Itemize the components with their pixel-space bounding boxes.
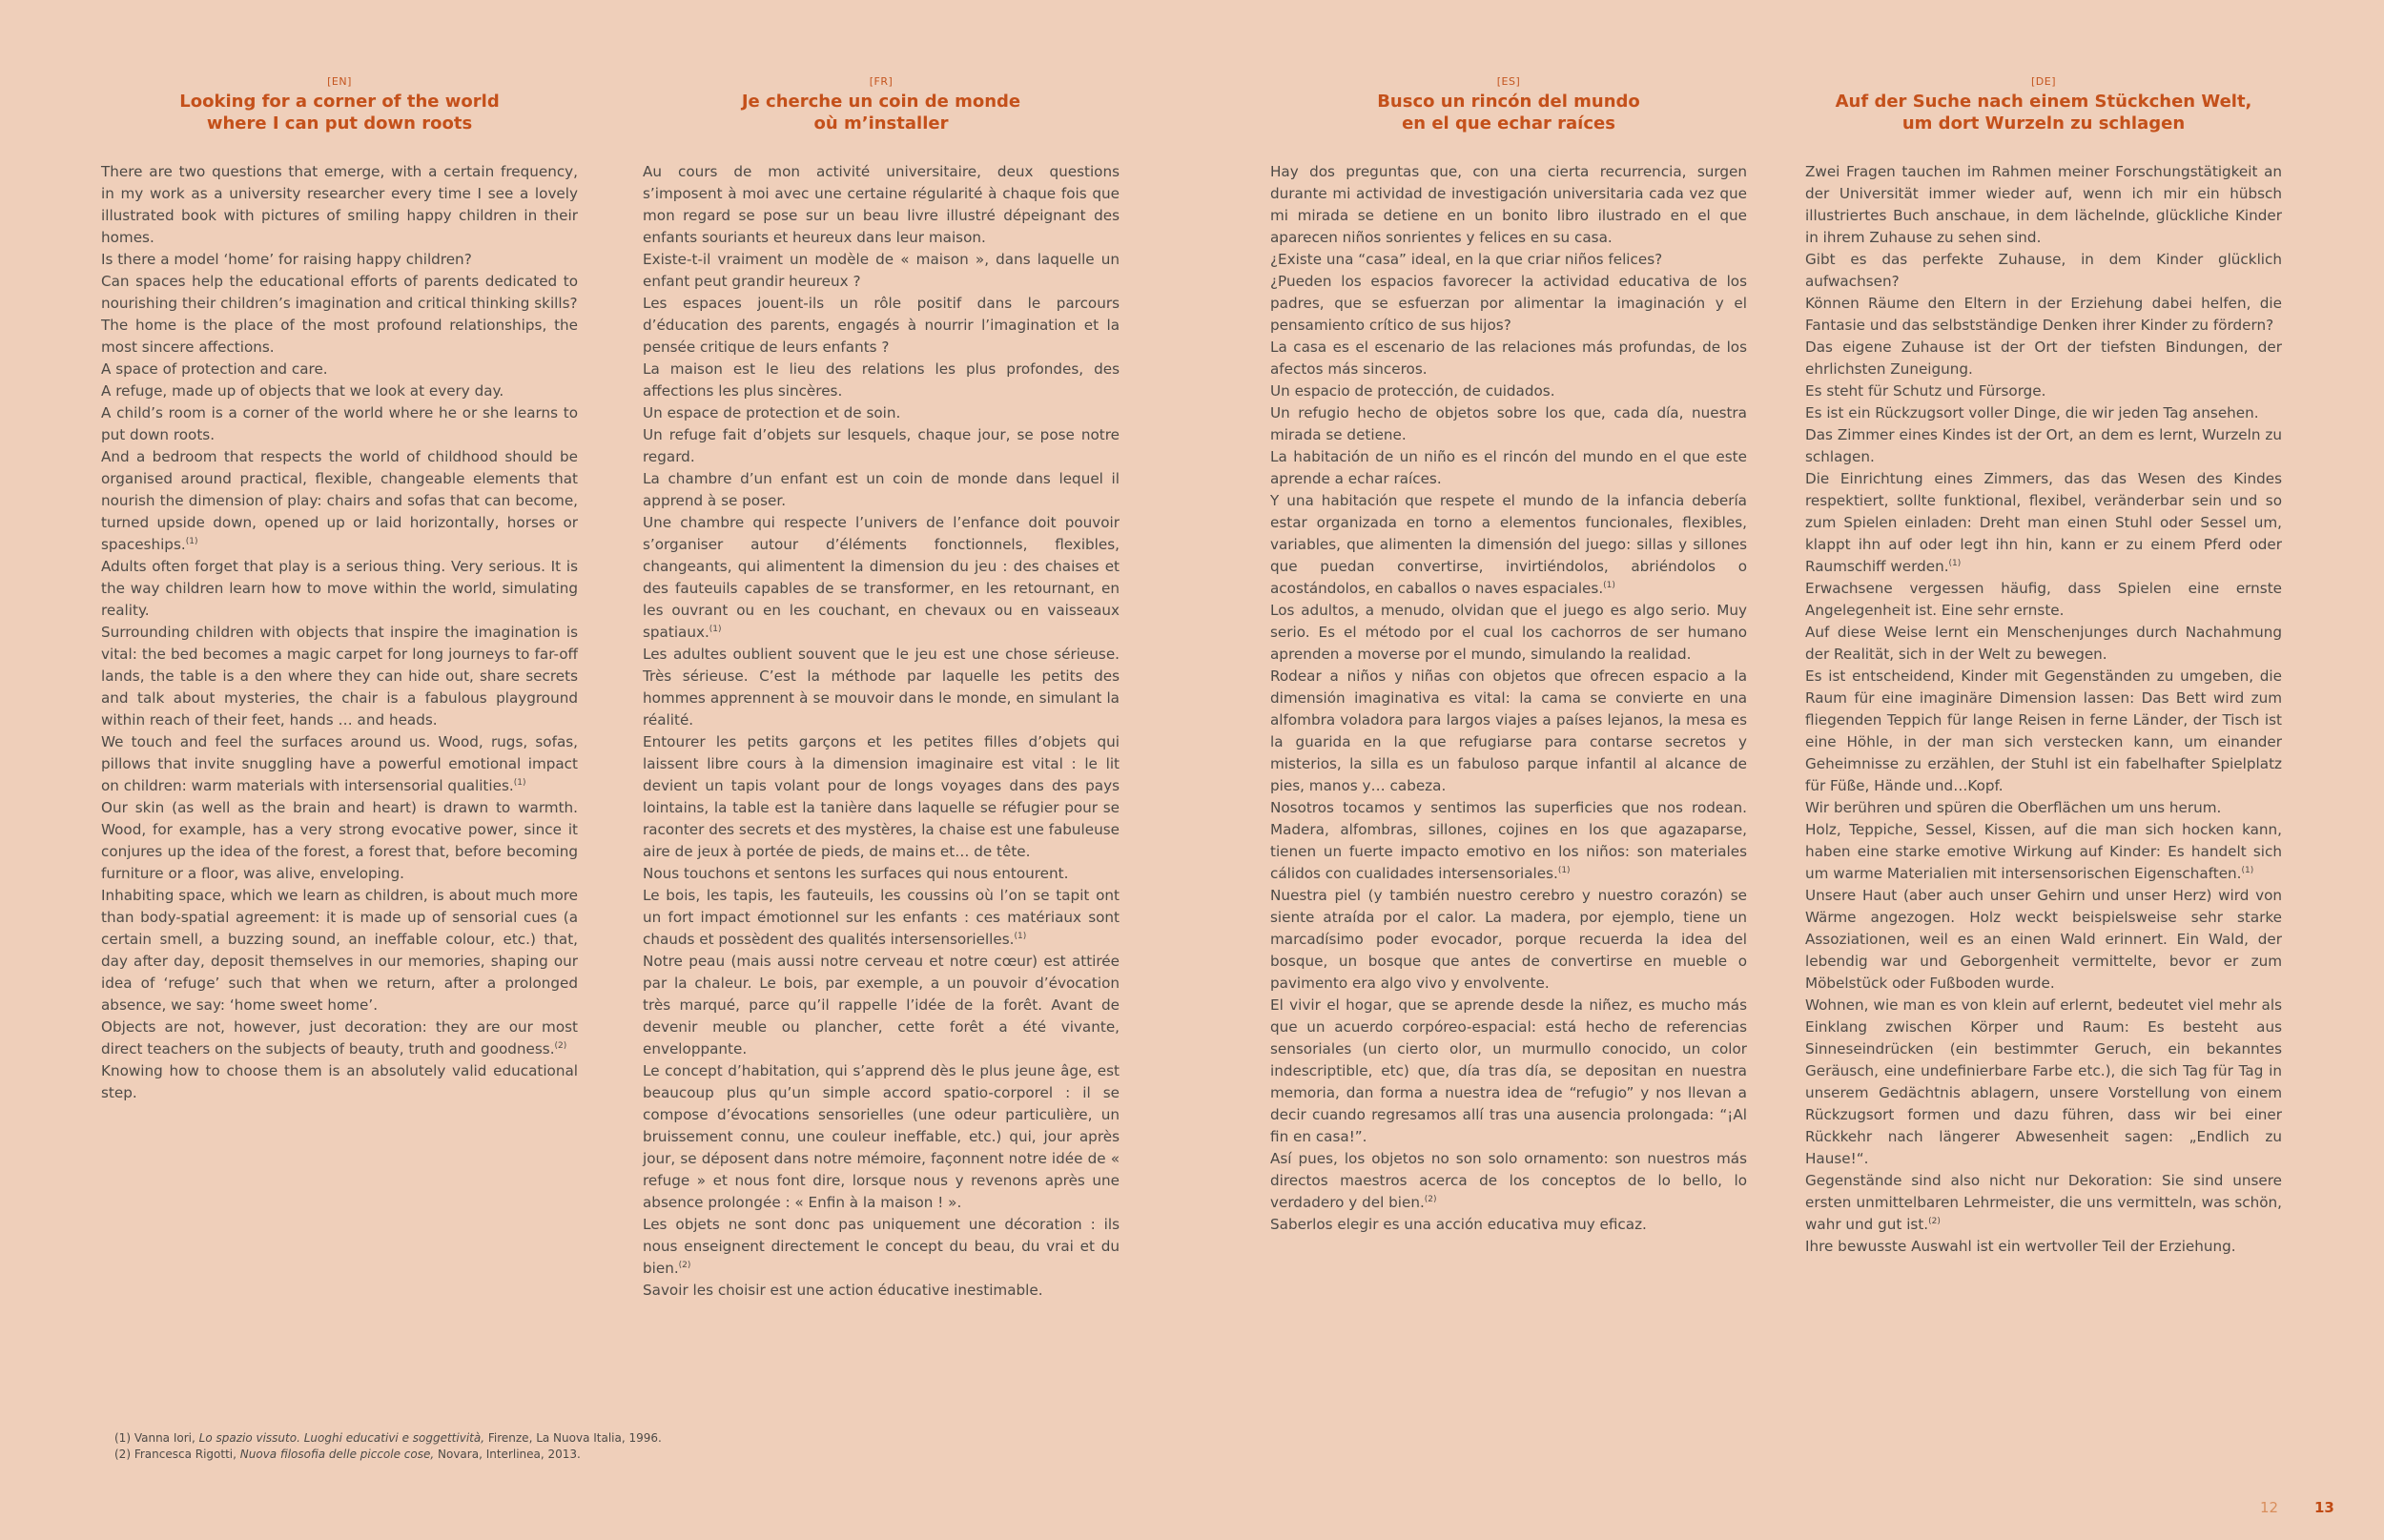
paragraph-text: Wohnen, wie man es von klein auf erlernt, bedeutet viel mehr als Einklang zwischen Körper und Raum: Es besteht aus Sinneseindrücken (ein bestimmter Geruch, ein bekanntes Geräusch, eine undefinierbare Farbe etc.), die sich Tag für Tag in unserem Gedächtnis ablagern, unsere Vorstellung von einem Rückzugsort formen und dazu führen, dass wir bei einer Rückkehr nach längerer Abwesenheit sagen: „Endlich zu Hause!“. bbox=[1805, 996, 2282, 1167]
footnote-ref: (1) bbox=[1603, 580, 1615, 590]
paragraph bbox=[1805, 995, 2282, 1170]
paragraph-text: Rodear a niños y niñas con objetos que ofrecen espacio a la dimensión imaginativa es vital: la cama se convierte en una alfombra voladora para largos viajes a países lejanos, la mesa es la guarida en la que refugiarse para contarse secretos y misterios, la silla es un fabuloso parque infantil al alcance de pies, manos y… cabeza. bbox=[1270, 667, 1747, 794]
paragraph-text: Our skin (as well as the brain and heart) is drawn to warmth. Wood, for example, has a very strong evocative power, since it conjures up the idea of the forest, a forest that, before becoming furniture or a floor, was alive, enveloping. bbox=[101, 799, 578, 882]
paragraph bbox=[1805, 1236, 2282, 1258]
paragraph bbox=[643, 644, 1120, 731]
page-number-left: 12 bbox=[2260, 1499, 2279, 1516]
paragraph-text: Une chambre qui respecte l’univers de l’enfance doit pouvoir s’organiser autour d’éléments fonctionnels, flexibles, changeants, qui alimentent la dimension du jeu : des chaises et des fauteuils capables de se transformer, en les retournant, en les ouvrant ou en les couchant, en chevaux ou en vaisseaux spatiaux. bbox=[643, 514, 1120, 641]
footnote-number: (2) bbox=[114, 1448, 131, 1461]
paragraph-text: ¿Existe una “casa” ideal, en la que criar niños felices? bbox=[1270, 251, 1663, 268]
paragraph-text: Can spaces help the educational efforts of parents dedicated to nourishing their children’s imagination and critical thinking skills? bbox=[101, 273, 578, 312]
paragraph-text: Notre peau (mais aussi notre cerveau et notre cœur) est attirée par la chaleur. Le bois, par exemple, a un pouvoir d’évocation très marqué, parce qu’il rappelle l’idée de la forêt. Avant de devenir meuble ou plancher, cette forêt a été vivante, enveloppante. bbox=[643, 953, 1120, 1057]
title-line: en el que echar raíces bbox=[1402, 113, 1615, 133]
footnote bbox=[114, 1447, 662, 1463]
paragraph bbox=[1805, 622, 2282, 666]
footnote-ref: (2) bbox=[1424, 1194, 1437, 1204]
paragraph-text: Saberlos elegir es una acción educativa muy eficaz. bbox=[1270, 1216, 1647, 1233]
column-body bbox=[101, 161, 578, 1104]
paragraph-text: Ihre bewusste Auswahl ist ein wertvoller Teil der Erziehung. bbox=[1805, 1238, 2236, 1255]
paragraph-text: Surrounding children with objects that inspire the imagination is vital: the bed becomes a magic carpet for long journeys to far-off lands, the table is a den where they can hide out, share secrets and talk about mysteries, the chair is a fabulous playground within reach of their feet, hands … and heads. bbox=[101, 624, 578, 729]
paragraph bbox=[101, 1016, 578, 1060]
title-line: where I can put down roots bbox=[206, 113, 473, 133]
paragraph bbox=[1805, 666, 2282, 797]
footnote-number: (1) bbox=[114, 1431, 131, 1445]
paragraph bbox=[1270, 1214, 1747, 1236]
paragraph bbox=[1805, 578, 2282, 622]
paragraph-text: Die Einrichtung eines Zimmers, das das Wesen des Kindes respektiert, sollte funktional, flexibel, veränderbar sein und so zum Spielen einladen: Dreht man einen Stuhl oder Sessel um, klappt ihn auf oder legt ihn hin, kann er zu einem Pferd oder Raumschiff werden. bbox=[1805, 470, 2282, 575]
paragraph-text: Un espace de protection et de soin. bbox=[643, 404, 901, 421]
paragraph bbox=[101, 622, 578, 731]
paragraph bbox=[643, 161, 1120, 249]
paragraph-text: Le concept d’habitation, qui s’apprend dès le plus jeune âge, est beaucoup plus qu’un simple accord spatio-corporel : il se compose d’évocations sensorielles (une odeur particulière, un bruissement connu, une couleur ineffable, etc.) qui, jour après jour, se déposent dans notre mémoire, façonnent notre idée de « refuge » et nous font dire, lorsque nous y revenons après une absence prolongée : « Enfin à la maison ! ». bbox=[643, 1062, 1120, 1211]
paragraph bbox=[1805, 380, 2282, 402]
paragraph-text: Un espacio de protección, de cuidados. bbox=[1270, 382, 1555, 400]
column-es bbox=[1270, 76, 1747, 1236]
footnote-ref: (1) bbox=[1014, 931, 1027, 941]
paragraph-text: Wir berühren und spüren die Oberflächen um uns herum. bbox=[1805, 799, 2222, 816]
paragraph bbox=[101, 885, 578, 1016]
column-body bbox=[1805, 161, 2282, 1258]
paragraph bbox=[101, 446, 578, 556]
paragraph bbox=[101, 797, 578, 885]
paragraph-text: Y una habitación que respete el mundo de la infancia debería estar organizada en torno a elementos funcionales, flexibles, variables, que alimenten la dimensión del juego: sillas y sillones que puedan convertirse, invirtiéndolos, abriéndolos o acostándolos, en caballos o naves espaciales. bbox=[1270, 492, 1747, 597]
paragraph-text: Nous touchons et sentons les surfaces qui nous entourent. bbox=[643, 865, 1069, 882]
paragraph-text: ¿Pueden los espacios favorecer la actividad educativa de los padres, que se esfuerzan por alimentar la imaginación y el pensamiento crítico de sus hijos? bbox=[1270, 273, 1747, 334]
footnote-ref: (1) bbox=[1948, 558, 1962, 568]
paragraph-text: El vivir el hogar, que se aprende desde la niñez, es mucho más que un acuerdo corpóreo-espacial: está hecho de referencias sensoriales (un cierto olor, un murmullo conocido, un color indescriptible, etc) que, día tras día, se depositan en nuestra memoria, dan forma a nuestra idea de “refugio” y nos llevan a decir cuando regresamos allí tras una ausencia prolongada: “¡Al fin en casa!”. bbox=[1270, 996, 1747, 1145]
footnote-publication: Firenze, La Nuova Italia, 1996. bbox=[487, 1431, 662, 1445]
paragraph bbox=[101, 402, 578, 446]
paragraph-text: Knowing how to choose them is an absolutely valid educational step. bbox=[101, 1062, 578, 1101]
paragraph-text: Gibt es das perfekte Zuhause, in dem Kinder glücklich aufwachsen? bbox=[1805, 251, 2282, 290]
footnote-ref: (2) bbox=[554, 1040, 567, 1051]
paragraph bbox=[643, 402, 1120, 424]
paragraph bbox=[643, 1280, 1120, 1302]
column-body bbox=[1270, 161, 1747, 1236]
footnote bbox=[114, 1430, 662, 1447]
paragraph bbox=[643, 1060, 1120, 1214]
paragraph-text: Los adultos, a menudo, olvidan que el juego es algo serio. Muy serio. Es el método por el cual los cachorros de ser humano aprenden a moverse por el mundo, simulando la realidad. bbox=[1270, 602, 1747, 663]
paragraph bbox=[101, 556, 578, 622]
paragraph-text: Holz, Teppiche, Sessel, Kissen, auf die man sich hocken kann, haben eine starke emotive Wirkung auf Kinder: Es handelt sich um warme Materialien mit intersensorischen Eigenschaften. bbox=[1805, 821, 2282, 882]
paragraph-text: Adults often forget that play is a serious thing. Very serious. It is the way children learn how to move within the world, simulating reality. bbox=[101, 558, 578, 619]
paragraph-text: Les espaces jouent-ils un rôle positif dans le parcours d’éducation des parents, engagés à nourrir l’imagination et la pensée critique de leurs enfants ? bbox=[643, 295, 1120, 356]
paragraph-text: La chambre d’un enfant est un coin de monde dans lequel il apprend à se poser. bbox=[643, 470, 1120, 509]
paragraph-text: Existe-t-il vraiment un modèle de « maison », dans laquelle un enfant peut grandir heureux ? bbox=[643, 251, 1120, 290]
paragraph-text: Erwachsene vergessen häufig, dass Spielen eine ernste Angelegenheit ist. Eine sehr ernste. bbox=[1805, 580, 2282, 619]
paragraph bbox=[643, 359, 1120, 402]
paragraph-text: Es ist entscheidend, Kinder mit Gegenständen zu umgeben, die Raum für eine imaginäre Dimension lassen: Das Bett wird zum fliegenden Teppich für lange Reisen in ferne Länder, der Tisch ist eine Höhle, in der man sich verstecken kann, um einander Geheimnisse zu erzählen, der Stuhl ist ein fabelhafter Spielplatz für Füße, Hände und…Kopf. bbox=[1805, 667, 2282, 794]
title-line: Busco un rincón del mundo bbox=[1377, 92, 1640, 112]
paragraph bbox=[101, 271, 578, 315]
paragraph bbox=[101, 161, 578, 249]
paragraph bbox=[1270, 995, 1747, 1148]
paragraph-text: Es ist ein Rückzugsort voller Dinge, die wir jeden Tag ansehen. bbox=[1805, 404, 2259, 421]
paragraph-text: Zwei Fragen tauchen im Rahmen meiner Forschungstätigkeit an der Universität immer wieder auf, wenn ich mir ein hübsch illustriertes Buch anschaue, in dem lächelnde, glückliche Kinder in ihrem Zuhause zu sehen sind. bbox=[1805, 163, 2282, 246]
paragraph-text: A space of protection and care. bbox=[101, 360, 328, 378]
language-tag: [ES] bbox=[1496, 75, 1521, 88]
paragraph-text: Gegenstände sind also nicht nur Dekoration: Sie sind unsere ersten unmittelbaren Lehrmeister, die uns vermitteln, was schön, wahr und gut ist. bbox=[1805, 1172, 2282, 1233]
paragraph-text: La casa es el escenario de las relaciones más profundas, de los afectos más sinceros. bbox=[1270, 339, 1747, 378]
paragraph bbox=[1805, 468, 2282, 578]
paragraph bbox=[643, 424, 1120, 468]
paragraph bbox=[101, 731, 578, 797]
paragraph bbox=[1805, 293, 2282, 337]
paragraph-text: There are two questions that emerge, with a certain frequency, in my work as a university researcher every time I see a lovely illustrated book with pictures of smiling happy children in their homes. bbox=[101, 163, 578, 246]
page-number-right: 13 bbox=[2314, 1499, 2334, 1516]
paragraph bbox=[643, 512, 1120, 644]
paragraph-text: Un refuge fait d’objets sur lesquels, chaque jour, se pose notre regard. bbox=[643, 426, 1120, 465]
paragraph bbox=[643, 731, 1120, 863]
paragraph bbox=[643, 293, 1120, 359]
footnote-ref: (2) bbox=[678, 1260, 691, 1270]
footnote-title: Nuova filosofia delle piccole cose, bbox=[239, 1448, 435, 1461]
paragraph bbox=[1805, 402, 2282, 424]
paragraph bbox=[1270, 1148, 1747, 1214]
paragraph bbox=[101, 315, 578, 359]
paragraph bbox=[1270, 161, 1747, 249]
paragraph bbox=[101, 380, 578, 402]
footnote-ref: (1) bbox=[513, 777, 526, 788]
paragraph bbox=[1805, 161, 2282, 249]
paragraph-text: La maison est le lieu des relations les plus profondes, des affections les plus sincères. bbox=[643, 360, 1120, 400]
paragraph bbox=[1270, 271, 1747, 337]
footnote-author: Vanna Iori, bbox=[134, 1431, 195, 1445]
paragraph bbox=[1805, 1170, 2282, 1236]
paragraph-text: Objects are not, however, just decoration: they are our most direct teachers on the subjects of beauty, truth and goodness. bbox=[101, 1018, 578, 1057]
footnote-ref: (1) bbox=[1557, 865, 1571, 875]
language-tag: [DE] bbox=[2030, 75, 2056, 88]
column-title bbox=[643, 91, 1120, 134]
paragraph-text: Das eigene Zuhause ist der Ort der tiefsten Bindungen, der ehrlichsten Zuneigung. bbox=[1805, 339, 2282, 378]
footnote-ref: (2) bbox=[1928, 1216, 1941, 1226]
footnotes bbox=[114, 1430, 662, 1463]
paragraph bbox=[643, 468, 1120, 512]
column-fr bbox=[643, 76, 1120, 1302]
paragraph-text: And a bedroom that respects the world of childhood should be organised around practical, flexible, changeable elements that nourish the dimension of play: chairs and sofas that can become, turned upside down, opened up or laid horizontally, horses or spaceships. bbox=[101, 448, 578, 553]
paragraph bbox=[1805, 885, 2282, 995]
paragraph bbox=[1270, 666, 1747, 797]
title-line: Looking for a corner of the world bbox=[179, 92, 500, 112]
paragraph-text: Auf diese Weise lernt ein Menschenjunges durch Nachahmung der Realität, sich in der Welt zu bewegen. bbox=[1805, 624, 2282, 663]
paragraph bbox=[1270, 446, 1747, 490]
paragraph bbox=[643, 863, 1120, 885]
paragraph-text: Können Räume den Eltern in der Erziehung dabei helfen, die Fantasie und das selbstständige Denken ihrer Kinder zu fördern? bbox=[1805, 295, 2282, 334]
column-title bbox=[101, 91, 578, 134]
paragraph bbox=[643, 885, 1120, 951]
footnote-ref: (1) bbox=[185, 536, 198, 546]
paragraph bbox=[1805, 797, 2282, 819]
title-line: Je cherche un coin de monde bbox=[741, 92, 1021, 112]
paragraph-text: The home is the place of the most profound relationships, the most sincere affections. bbox=[101, 317, 578, 356]
footnote-publication: Novara, Interlinea, 2013. bbox=[438, 1448, 581, 1461]
language-tag: [FR] bbox=[869, 75, 894, 88]
paragraph bbox=[1270, 797, 1747, 885]
title-line: um dort Wurzeln zu schlagen bbox=[1901, 113, 2186, 133]
paragraph bbox=[101, 359, 578, 380]
paragraph bbox=[643, 1214, 1120, 1280]
paragraph bbox=[1805, 424, 2282, 468]
paragraph bbox=[101, 249, 578, 271]
paragraph bbox=[643, 249, 1120, 293]
paragraph bbox=[1270, 249, 1747, 271]
paragraph bbox=[1270, 600, 1747, 666]
language-tag: [EN] bbox=[327, 75, 352, 88]
title-line: où m’installer bbox=[813, 113, 949, 133]
title-line: Auf der Suche nach einem Stückchen Welt, bbox=[1835, 92, 2252, 112]
paragraph bbox=[1805, 337, 2282, 380]
paragraph-text: A child’s room is a corner of the world where he or she learns to put down roots. bbox=[101, 404, 578, 443]
paragraph-text: Así pues, los objetos no son solo ornamento: son nuestros más directos maestros acerca de los conceptos de lo bello, lo verdadero y del bien. bbox=[1270, 1150, 1747, 1211]
paragraph-text: Au cours de mon activité universitaire, deux questions s’imposent à moi avec une certaine régularité à chaque fois que mon regard se pose sur un beau livre illustré dépeignant des enfants souriants et heureux dans leur maison. bbox=[643, 163, 1120, 246]
paragraph bbox=[101, 1060, 578, 1104]
footnote-ref: (1) bbox=[709, 624, 722, 634]
paragraph bbox=[643, 951, 1120, 1060]
paragraph-text: Entourer les petits garçons et les petites filles d’objets qui laissent libre cours à la dimension imaginaire est vital : le lit devient un tapis volant pour de longs voyages dans des pays lointains, la table est la tanière dans laquelle se réfugier pour se raconter des secrets et des mystères, la chaise est une fabuleuse aire de jeux à portée de pieds, de mains et… de tête. bbox=[643, 733, 1120, 860]
footnote-title: Lo spazio vissuto. Luoghi educativi e soggettività, bbox=[198, 1431, 485, 1445]
column-body bbox=[643, 161, 1120, 1302]
footnote-author: Francesca Rigotti, bbox=[134, 1448, 236, 1461]
paragraph bbox=[1270, 380, 1747, 402]
paragraph bbox=[1805, 819, 2282, 885]
paragraph bbox=[1270, 885, 1747, 995]
paragraph-text: La habitación de un niño es el rincón del mundo en el que este aprende a echar raíces. bbox=[1270, 448, 1747, 487]
column-title bbox=[1270, 91, 1747, 134]
paragraph-text: Is there a model ‘home’ for raising happy children? bbox=[101, 251, 472, 268]
paragraph-text: Savoir les choisir est une action éducative inestimable. bbox=[643, 1282, 1043, 1299]
footnote-ref: (1) bbox=[2241, 865, 2254, 875]
paragraph-text: Les adultes oublient souvent que le jeu est une chose sérieuse. Très sérieuse. C’est la méthode par laquelle les petits des hommes apprennent à se mouvoir dans le monde, en simulant la réalité. bbox=[643, 646, 1120, 729]
paragraph-text: Nuestra piel (y también nuestro cerebro y nuestro corazón) se siente atraída por el calor. La madera, por ejemplo, tiene un marcadísimo poder evocador, porque recuerda la idea del bosque, un bosque que antes de convertirse en mueble o pavimento era algo vivo y envolvente. bbox=[1270, 887, 1747, 992]
paragraph bbox=[1270, 337, 1747, 380]
paragraph bbox=[1805, 249, 2282, 293]
paragraph-text: Hay dos preguntas que, con una cierta recurrencia, surgen durante mi actividad de investigación universitaria cada vez que mi mirada se detiene en un bonito libro ilustrado en el que aparecen niños sonrientes y felices en su casa. bbox=[1270, 163, 1747, 246]
paragraph bbox=[1270, 402, 1747, 446]
paragraph-text: Es steht für Schutz und Fürsorge. bbox=[1805, 382, 2046, 400]
column-de bbox=[1805, 76, 2282, 1258]
paragraph-text: Das Zimmer eines Kindes ist der Ort, an dem es lernt, Wurzeln zu schlagen. bbox=[1805, 426, 2282, 465]
paragraph-text: Un refugio hecho de objetos sobre los que, cada día, nuestra mirada se detiene. bbox=[1270, 404, 1747, 443]
column-title bbox=[1805, 91, 2282, 134]
paragraph-text: A refuge, made up of objects that we look at every day. bbox=[101, 382, 504, 400]
paragraph-text: We touch and feel the surfaces around us. Wood, rugs, sofas, pillows that invite snuggling have a powerful emotional impact on children: warm materials with intersensorial qualities. bbox=[101, 733, 578, 794]
paragraph-text: Inhabiting space, which we learn as children, is about much more than body-spatial agreement: it is made up of sensorial cues (a certain smell, a buzzing sound, an ineffable colour, etc.) that, day after day, deposit themselves in our memories, shaping our idea of ‘refuge’ such that when we return, after a prolonged absence, we say: ‘home sweet home’. bbox=[101, 887, 578, 1014]
column-en bbox=[101, 76, 578, 1104]
paragraph-text: Le bois, les tapis, les fauteuils, les coussins où l’on se tapit ont un fort impact émotionnel sur les enfants : ces matériaux sont chauds et possèdent des qualités intersensorielles. bbox=[643, 887, 1120, 948]
paragraph-text: Nosotros tocamos y sentimos las superficies que nos rodean. Madera, alfombras, sillones, cojines en los que agazaparse, tienen un fuerte impacto emotivo en los niños: son materiales cálidos con cualidades intersensoriales. bbox=[1270, 799, 1747, 882]
paragraph-text: Les objets ne sont donc pas uniquement une décoration : ils nous enseignent directement le concept du beau, du vrai et du bien. bbox=[643, 1216, 1120, 1277]
paragraph-text: Unsere Haut (aber auch unser Gehirn und unser Herz) wird von Wärme angezogen. Holz weckt beispielsweise sehr starke Assoziationen, weil es an einen Wald erinnert. Ein Wald, der lebendig war und Geborgenheit vermittelte, bevor er zum Möbelstück oder Fußboden wurde. bbox=[1805, 887, 2282, 992]
paragraph bbox=[1270, 490, 1747, 600]
